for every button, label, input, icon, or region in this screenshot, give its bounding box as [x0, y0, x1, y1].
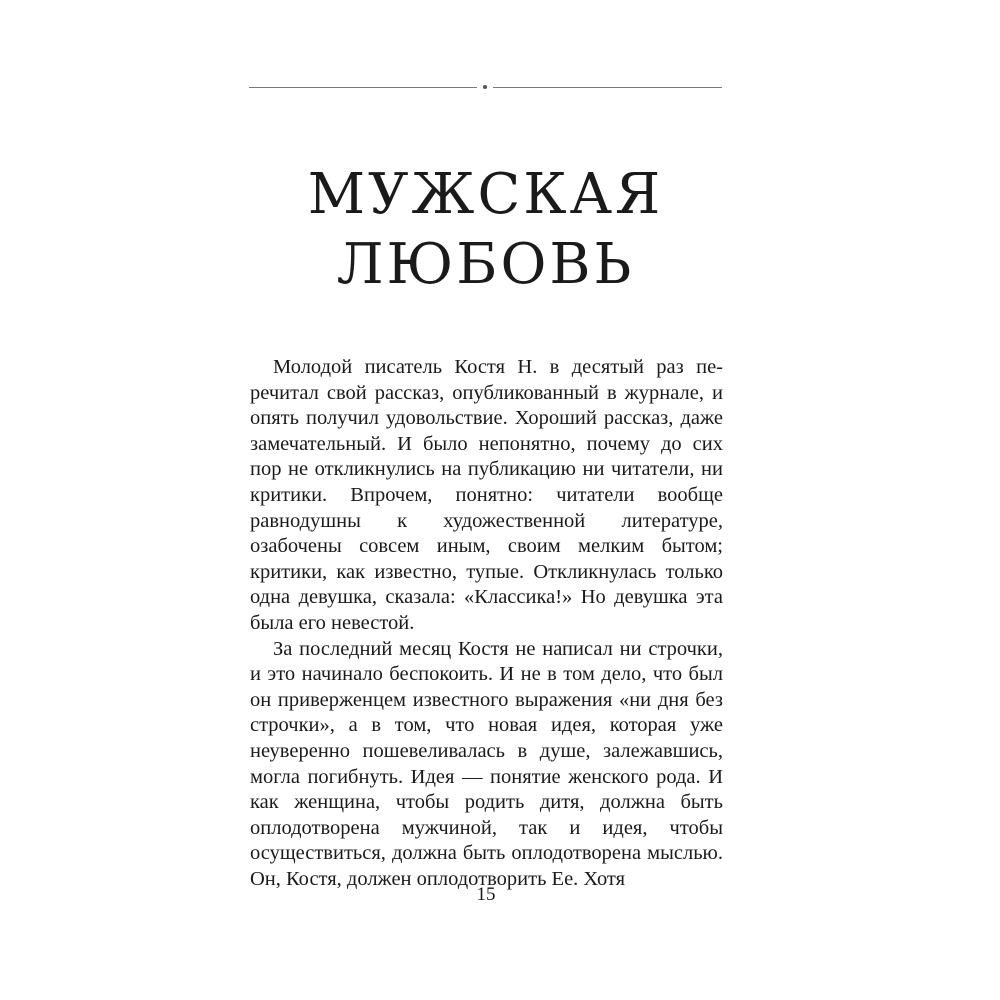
header-rule-left — [249, 87, 477, 88]
body-text — [250, 355, 723, 892]
chapter-title-line-1: МУЖСКАЯ — [307, 162, 664, 227]
chapter-title-line-2: ЛЮБОВЬ — [336, 232, 635, 297]
chapter-title — [249, 160, 722, 300]
page-number: 15 — [476, 884, 496, 905]
header-rule-ornament — [483, 85, 487, 89]
paragraph-1: Молодой писатель Костя Н. в десятый раз перечитал свой рассказ, опубликованный в журнале, и опять получил удовольствие. Хороший рассказ, даже замечательный. И было непонятно, почему до сих пор не откликнулись на публикацию ни читатели, ни критики. Впрочем, понятно: читатели вообще равнодушны к художественной литературе, озабочены совсем иным, своим мелким бытом; критики, как известно, тупые. Откликнулась только одна девушка, сказала: «Классика!» Но девушка эта была его невестой. — [250, 356, 723, 634]
paragraph-2: За последний месяц Костя не написал ни строчки, и это начинало беспокоить. И не в том дело, что был он приверженцем известного выражения «ни дня без строчки», а в том, что новая идея, которая уже неуверенно пошевеливалась в душе, залежавшись, могла погибнуть. Идея — понятие женского рода. И как женщина, чтобы родить дитя, должна быть оплодотворена мужчиной, так и идея, чтобы осуществиться, должна быть оплодотворена мыслью. Он, Костя, должен оплодотворить Ее. Хотя — [250, 637, 723, 890]
header-rule-right — [493, 87, 722, 88]
